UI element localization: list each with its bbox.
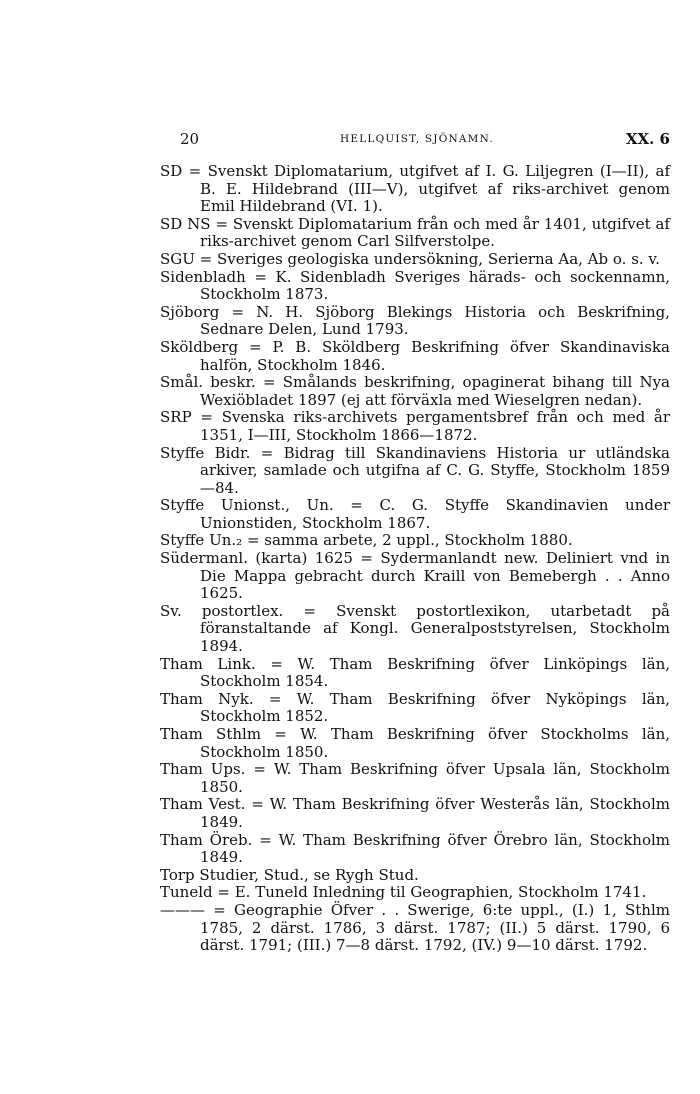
section-number: XX. 6 (625, 130, 670, 148)
abbreviation-entry (160, 269, 670, 304)
entry-separator: = (219, 302, 257, 321)
entry-term: ——— (160, 900, 205, 919)
entry-term: Südermanl. (karta) 1625 (160, 549, 353, 568)
abbreviation-entry (160, 550, 670, 603)
entry-term: Tham Ups. (160, 760, 246, 779)
entry-description: W. Tham Beskrifning öfver Örebro län, Stockholm 1849. (200, 830, 670, 867)
entry-term: Tham Vest. (160, 795, 246, 814)
entry-separator: = (210, 214, 233, 233)
entry-description: se Rygh Stud. (313, 865, 419, 884)
entry-description: C. G. Styffe Skandinavien under Unionstiden, Stockholm 1867. (200, 496, 670, 532)
entry-term: Sköldberg (160, 337, 239, 356)
entry-term: Styffe Bidr. (160, 443, 251, 462)
abbreviation-list (160, 163, 670, 955)
entry-term: Torp Studier, Stud., (160, 865, 309, 884)
page-header (180, 130, 670, 154)
page-number: 20 (180, 130, 200, 148)
entry-description: K. Sidenbladh Sveriges härads- och sockennamn, Stockholm 1873. (200, 267, 670, 304)
entry-term: SRP (160, 408, 192, 427)
entry-description: Svenskt postortlexikon, utarbetadt på föranstaltande af Kongl. Generalpoststyrelsen, Stockholm 1894. (200, 601, 671, 656)
entry-separator: = (245, 760, 274, 779)
entry-description: Geographie Öfver . . Swerige, 6:te uppl., (I.) 1, Sthlm 1785, 2 därst. 1786, 3 därst. 1787; (II.) 5 därst. 1790, 6 därst. 1791; (III.) 7—8 därst. 1792, (IV.) 9—10 därst. 1792. (200, 900, 670, 955)
entry-separator: = (191, 408, 222, 427)
entry-separator: = (333, 496, 380, 515)
abbreviation-entry (160, 796, 670, 831)
entry-term: Styffe Unionst., Un. (160, 496, 334, 515)
abbreviation-entry (160, 832, 670, 867)
entry-description: Smålands beskrifning, opaginerat bihang till Nya Wexiöbladet 1897 (ej att förväxla med Wieselgren nedan). (200, 373, 671, 409)
entry-description: N. H. Sjöborg Blekings Historia och Beskrifning, Sednare Delen, Lund 1793. (200, 302, 670, 339)
entry-term: SD NS (160, 214, 211, 233)
entry-separator: = (194, 249, 218, 268)
running-title: HELLQUIST, SJÖNAMN. (340, 133, 494, 145)
entry-description: Sveriges geologiska undersökning, Serierna Aa, Ab o. s. v. (217, 249, 660, 268)
entry-separator: = (255, 654, 298, 673)
entry-description: W. Tham Beskrifning öfver Linköpings län, Stockholm 1854. (200, 654, 670, 691)
entry-separator: = (250, 443, 284, 462)
abbreviation-entry (160, 726, 670, 761)
entry-term: Sidenbladh (160, 267, 246, 286)
abbreviation-entry (160, 374, 670, 409)
entry-term: Sjöborg (160, 302, 220, 321)
entry-separator: = (205, 900, 234, 919)
abbreviation-entry (160, 445, 670, 498)
entry-separator: = (182, 162, 208, 180)
abbreviation-entry (160, 251, 670, 269)
entry-term: Styffe Un.₂ (160, 531, 243, 550)
entry-description: W. Tham Beskrifning öfver Nyköpings län, Stockholm 1852. (200, 689, 671, 726)
entry-separator: = (245, 795, 270, 814)
abbreviation-entry (160, 884, 670, 902)
entry-separator: = (261, 725, 301, 743)
entry-description: samma arbete, 2 uppl., Stockholm 1880. (264, 531, 573, 550)
entry-term: Sv. postortlex. (160, 601, 284, 620)
abbreviation-entry (160, 761, 670, 796)
entry-description: P. B. Sköldberg Beskrifning öfver Skandinaviska halfön, Stockholm 1846. (200, 337, 670, 374)
entry-description: Bidrag till Skandinaviens Historia ur utländska arkiver, samlade och utgifna af C. G. Styffe, Stockholm 1859—84. (200, 443, 670, 497)
abbreviation-entry (160, 409, 670, 444)
entry-separator: = (242, 531, 265, 550)
abbreviation-entry (160, 216, 670, 251)
entry-separator: = (252, 830, 279, 849)
abbreviation-entry (160, 532, 670, 550)
entry-description: Sydermanlandt new. Deliniert vnd in Die Mappa gebracht durch Kraill von Bemebergh . . Anno 1625. (200, 549, 670, 603)
entry-description: Svenskt Diplomatarium från och med år 1401, utgifvet af riks-archivet genom Carl Silfverstolpe. (200, 214, 670, 251)
entry-description: W. Tham Beskrifning öfver Upsala län, Stockholm 1850. (200, 760, 670, 796)
abbreviation-entry (160, 339, 670, 374)
entry-separator: = (255, 373, 283, 392)
entry-term: Smål. beskr. (160, 373, 256, 392)
entry-term: Tham Öreb. (160, 830, 253, 849)
entry-description: Svenskt Diplomatarium, utgifvet af I. G. Liljegren (I—II), af B. E. Hildebrand (III—V), utgifvet af riks-archivet genom Emil Hildebrand (VI. 1). (200, 162, 670, 216)
entry-separator: = (253, 689, 297, 708)
abbreviation-entry (160, 304, 670, 339)
abbreviation-entry (160, 656, 670, 691)
entry-separator: = (238, 337, 273, 356)
entry-description: W. Tham Beskrifning öfver Westerås län, Stockholm 1849. (200, 795, 670, 831)
entry-description: W. Tham Beskrifning öfver Stockholms län, Stockholm 1850. (200, 725, 670, 761)
entry-separator: = (245, 267, 276, 286)
abbreviation-entry (160, 867, 670, 885)
entry-term: Tham Sthlm (160, 725, 262, 743)
entry-separator: = (352, 549, 381, 568)
abbreviation-entry (160, 497, 670, 532)
entry-separator: = (212, 883, 235, 902)
abbreviation-entry (160, 902, 670, 955)
entry-description: Svenska riks-archivets pergamentsbref från och med år 1351, I—III, Stockholm 1866—1872. (200, 408, 670, 444)
entry-term: Tuneld (160, 883, 213, 902)
entry-description: E. Tuneld Inledning til Geographien, Stockholm 1741. (234, 883, 647, 902)
entry-separator: = (283, 601, 337, 620)
abbreviation-entry (160, 163, 670, 216)
abbreviation-entry (160, 603, 670, 656)
entry-term: Tham Link. (160, 654, 256, 673)
entry-term: SD (160, 162, 183, 180)
abbreviation-entry (160, 691, 670, 726)
entry-term: SGU (160, 249, 195, 268)
entry-term: Tham Nyk. (160, 689, 254, 708)
